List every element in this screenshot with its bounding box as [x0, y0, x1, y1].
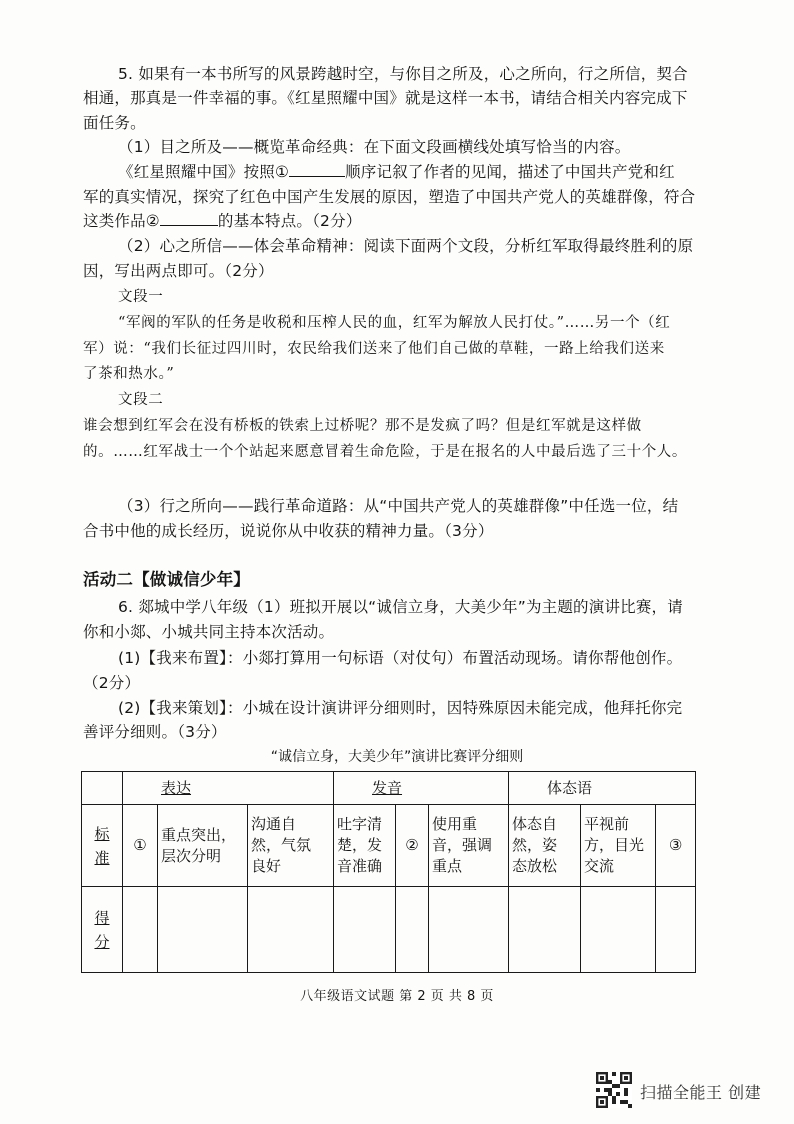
standard-text: 使用重 — [432, 815, 478, 833]
standard-row — [82, 805, 696, 887]
q5-task2-line-2: 因，写出两点即可。（2分） — [83, 262, 274, 280]
standard-text: 重点突出， — [161, 825, 237, 844]
qr-code-icon — [596, 1072, 632, 1108]
header-corner-cell — [82, 772, 123, 805]
table-caption: “诚信立身，大美少年”演讲比赛评分细则 — [270, 749, 524, 765]
standard-cell-7 — [509, 805, 581, 887]
standard-text: 沟通自 — [251, 815, 297, 833]
score-cell[interactable] — [429, 887, 509, 973]
q5-intro-line-1: 5. 如果有一本书所写的风景跨越时空，与你目之所及，心之所向，行之所信，契合 — [118, 65, 688, 83]
q6-sub2-line-2: 善评分细则。（3分） — [83, 723, 227, 741]
standard-text: 音准确 — [337, 857, 383, 875]
blank-marker-1: ① — [133, 836, 147, 854]
standard-text: 吐字清 — [337, 815, 383, 833]
blank-2[interactable] — [160, 211, 218, 226]
group-body-language: 体态语 — [547, 778, 593, 797]
standard-text: 良好 — [251, 857, 282, 875]
group-pronunciation: 发音 — [372, 778, 403, 797]
q5-task1-line-3 — [83, 211, 362, 231]
scoring-table — [81, 771, 696, 973]
q6-line-2: 你和小郯、小城共同主持本次活动。 — [83, 623, 335, 641]
score-cell[interactable] — [248, 887, 334, 973]
score-cell[interactable] — [158, 887, 248, 973]
q5-task1-line-3b: 的基本特点。（2分） — [217, 212, 362, 230]
standard-text: 层次分明 — [161, 846, 222, 865]
standard-text: 方，目光 — [584, 836, 645, 854]
passage-2-line-2: 的。……红军战士一个个站起来愿意冒着生命危险，于是在报名的人中最后选了三十个人。 — [83, 444, 687, 460]
standard-cell-3 — [248, 805, 334, 887]
score-row — [82, 887, 696, 973]
standard-text: 然，姿 — [512, 836, 558, 854]
standard-cell-6 — [429, 805, 509, 887]
standard-cell-2 — [158, 805, 248, 887]
page-footer: 八年级语文试题 第 2 页 共 8 页 — [300, 989, 494, 1004]
standard-cell-8 — [581, 805, 656, 887]
standard-text: 然，气氛 — [251, 836, 312, 854]
standard-text: 交流 — [584, 857, 615, 875]
passage-1-line-3: 了茶和热水。” — [83, 366, 175, 382]
q5-task2-line-1: （2）心之所信——体会革命精神：阅读下面两个文段，分析红军取得最终胜利的原 — [118, 237, 694, 255]
q5-intro-line-2: 相通，那真是一件幸福的事。《红星照耀中国》就是这样一本书，请结合相关内容完成下 — [83, 89, 688, 107]
group-body-language-cell — [509, 772, 696, 805]
standard-blank-3[interactable] — [656, 805, 696, 887]
row-label-score-char-2: 分 — [94, 932, 110, 951]
q6-sub2-line-1: (2)【我来策划】：小城在设计演讲评分细则时，因特殊原因未能完成，他拜托你完 — [118, 699, 683, 717]
blank-marker-3: ③ — [668, 836, 683, 854]
row-label-standard — [82, 805, 123, 887]
score-cell[interactable] — [656, 887, 696, 973]
score-cell[interactable] — [581, 887, 656, 973]
blank-1[interactable] — [289, 162, 345, 177]
q5-task1-line-1b: 顺序记叙了作者的见闻，描述了中国共产党和红 — [345, 163, 675, 181]
q5-task3-line-2: 合书中他的成长经历，说说你从中收获的精神力量。（3分） — [83, 522, 494, 540]
q5-task1-line-1a: 《红星照耀中国》按照① — [118, 163, 290, 181]
row-label-standard-char-1: 标 — [94, 824, 110, 843]
q6-line-1: 6. 郯城中学八年级（1）班拟开展以“诚信立身，大美少年”为主题的演讲比赛，请 — [118, 598, 683, 616]
scanner-brand-watermark: 扫描全能王 创建 — [640, 1083, 762, 1102]
standard-blank-2[interactable] — [396, 805, 429, 887]
standard-text: 楚，发 — [337, 836, 383, 854]
passage-2-title: 文段二 — [118, 392, 164, 408]
score-cell[interactable] — [509, 887, 581, 973]
score-cell[interactable] — [396, 887, 429, 973]
standard-text: 体态自 — [512, 815, 558, 833]
passage-1-title: 文段一 — [118, 289, 164, 305]
standard-cell-4 — [334, 805, 396, 887]
row-label-score-char-1: 得 — [94, 908, 110, 927]
group-expression: 表达 — [161, 778, 192, 797]
standard-text: 平视前 — [584, 815, 630, 833]
table-header-row — [82, 772, 696, 805]
passage-1-line-2: 军）说：“我们长征过四川时，农民给我们送来了他们自己做的草鞋，一路上给我们送来 — [83, 341, 665, 357]
passage-2-line-1: 谁会想到红军会在没有桥板的铁索上过桥呢？那不是发疯了吗？但是红军就是这样做 — [83, 418, 642, 434]
standard-text: 重点 — [432, 857, 463, 875]
passage-1-line-1: “军阀的军队的任务是收税和压榨人民的血，红军为解放人民打仗。”……另一个（红 — [118, 315, 671, 331]
group-pronunciation-cell — [334, 772, 509, 805]
score-cell[interactable] — [123, 887, 158, 973]
q5-task1-title: （1）目之所及——概览革命经典：在下面文段画横线处填写恰当的内容。 — [118, 138, 631, 156]
standard-blank-1[interactable] — [123, 805, 158, 887]
q5-task3-line-1: （3）行之所向——践行革命道路：从“中国共产党人的英雄群像”中任选一位，结 — [118, 497, 679, 515]
q6-sub1-line-1: (1)【我来布置】：小郯打算用一句标语（对仗句）布置活动现场。请你帮他创作。 — [118, 649, 683, 667]
standard-text: 态放松 — [512, 857, 558, 875]
row-label-standard-char-2: 准 — [94, 848, 110, 867]
activity-2-heading: 活动二【做诚信少年】 — [83, 570, 250, 589]
group-expression-cell — [123, 772, 334, 805]
blank-marker-2: ② — [405, 836, 419, 854]
q5-intro-line-3: 面任务。 — [83, 114, 146, 132]
q5-task1-line-2: 军的真实情况，探究了红色中国产生发展的原因，塑造了中国共产党人的英雄群像，符合 — [83, 188, 696, 206]
q5-task1-line-3a: 这类作品② — [83, 212, 160, 230]
q6-sub1-line-2: （2分） — [83, 674, 141, 692]
score-cell[interactable] — [334, 887, 396, 973]
standard-text: 音，强调 — [432, 836, 493, 854]
row-label-score — [82, 887, 123, 973]
q5-task1-line-1 — [118, 162, 675, 182]
